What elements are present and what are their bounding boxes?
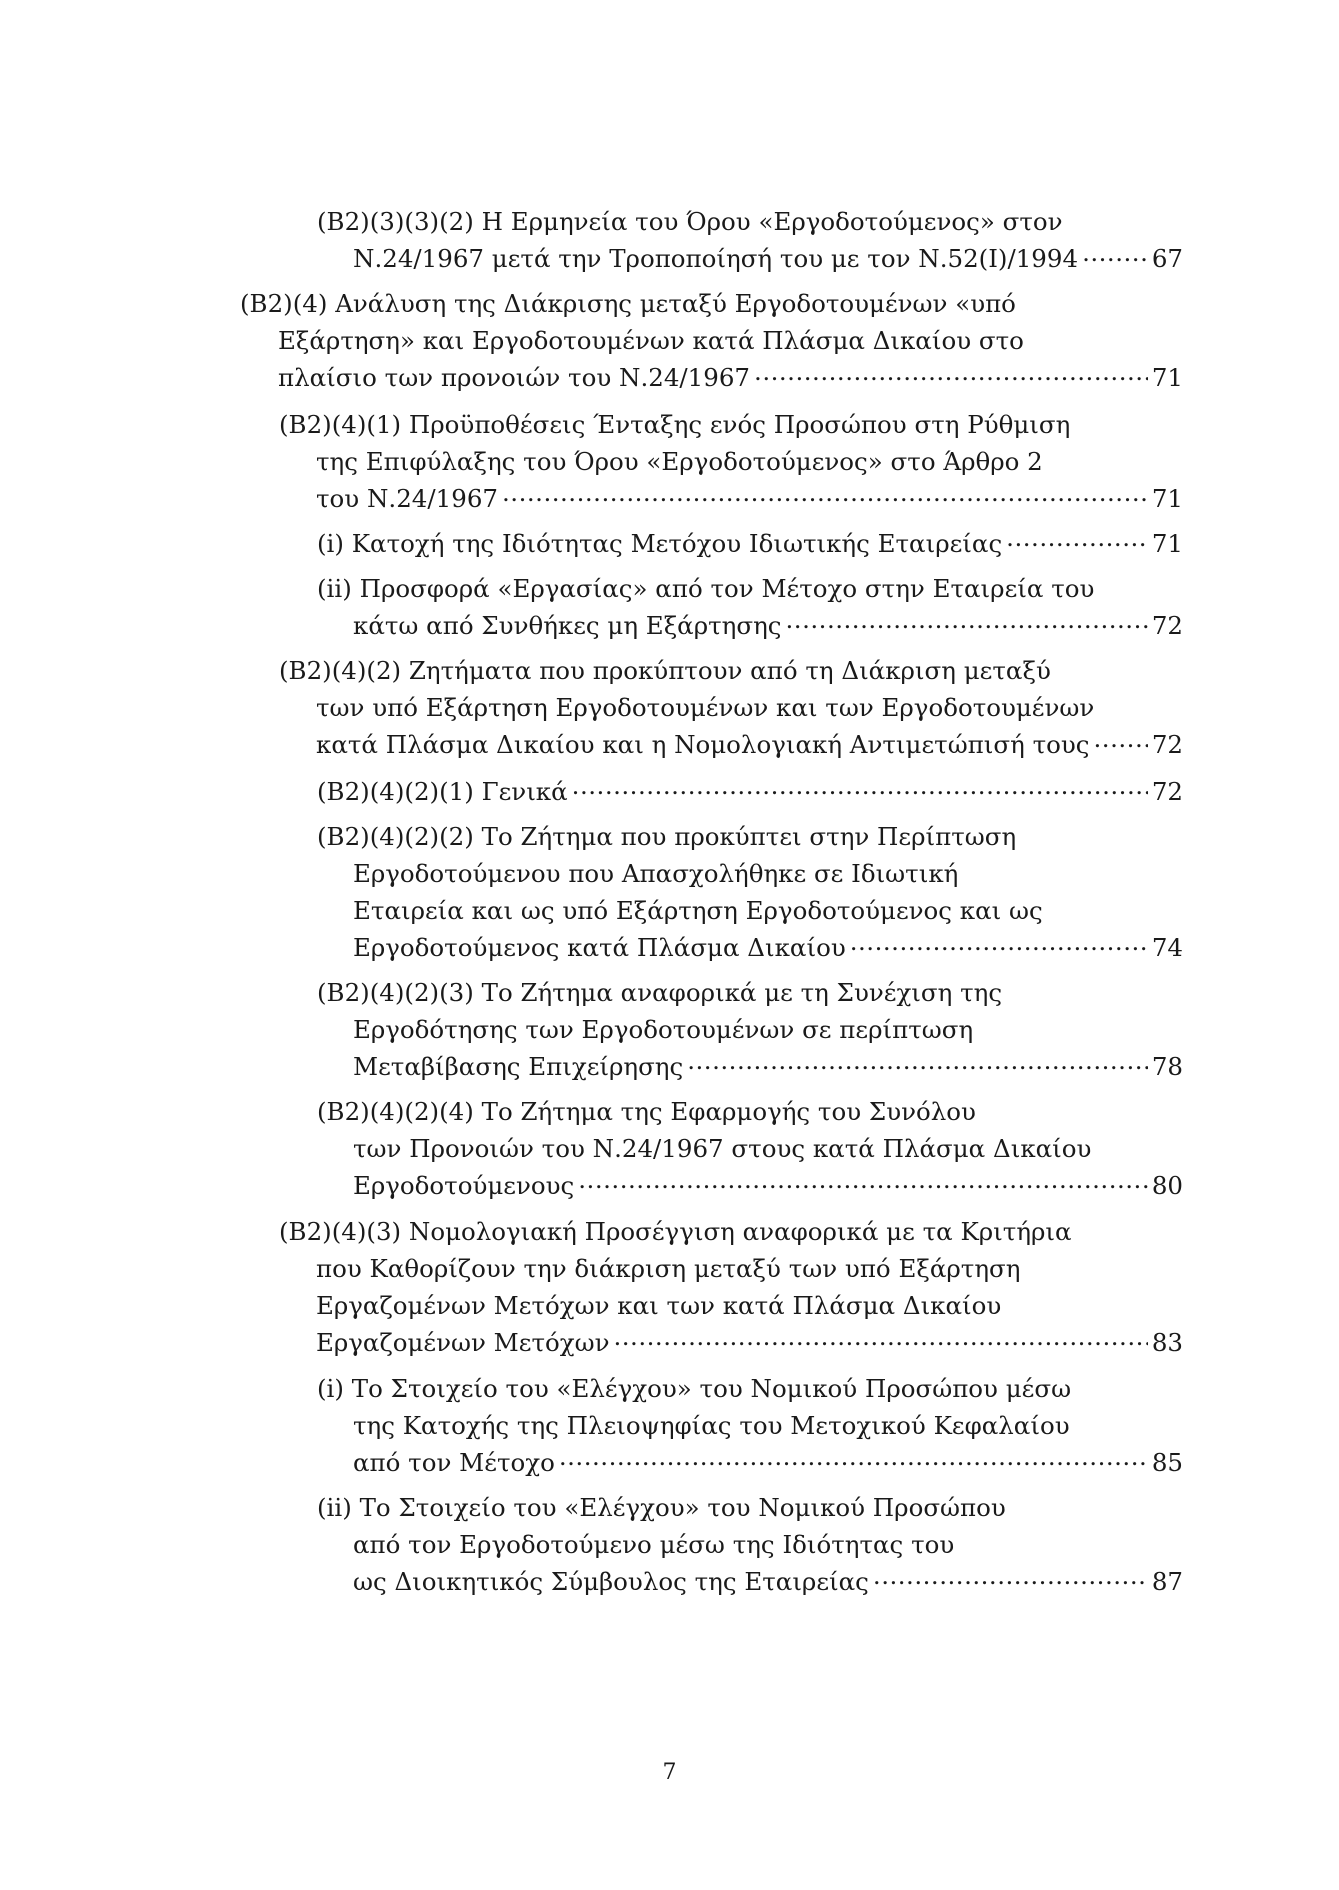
toc-entry-line	[317, 1563, 1183, 1600]
toc-entry-text: Μεταβίβασης Επιχείρησης	[353, 1052, 684, 1081]
toc-entry-line	[317, 1444, 1183, 1481]
dot-leader	[687, 1051, 1148, 1076]
toc-entry-text: Ν.24/1967 μετά την Τροποποίησή του με τον Ν.52(Ι)/1994	[353, 244, 1079, 273]
toc-page-number: 85	[1151, 1448, 1183, 1477]
toc-entry-line	[317, 1167, 1183, 1204]
toc-entry-text: Εργοδοτούμενου που Απασχολήθηκε σε Ιδιωτική	[353, 859, 959, 888]
toc-entry-text: του Ν.24/1967	[316, 484, 498, 513]
toc-entry-text: της Επιφύλαξης του Όρου «Εργοδοτούμενος» στο Άρθρο 2	[316, 447, 1043, 476]
dot-leader	[850, 932, 1148, 957]
toc-entry-text: (i) Κατοχή της Ιδιότητας Μετόχου Ιδιωτικής Εταιρείας	[317, 529, 1003, 558]
toc-entry-line	[317, 570, 1183, 607]
toc-entry	[317, 773, 1183, 810]
toc-entry-text: Εργαζομένων Μετόχων	[316, 1328, 610, 1357]
toc-entry-line	[240, 359, 1183, 396]
toc-entry-text: (ii) Το Στοιχείο του «Ελέγχου» του Νομικού Προσώπου	[317, 1493, 1006, 1522]
toc-entry-text: (Β2)(4)(2)(3) Το Ζήτημα αναφορικά με τη Συνέχιση της	[317, 978, 1003, 1007]
toc-entry-text: Εργαζομένων Μετόχων και των κατά Πλάσμα Δικαίου	[316, 1291, 1002, 1320]
toc-entry-line	[279, 480, 1183, 517]
toc-page-number: 87	[1151, 1567, 1183, 1596]
toc-entry-text: Εξάρτηση» και Εργοδοτουμένων κατά Πλάσμα Δικαίου στο	[278, 326, 1024, 355]
dot-leader	[613, 1327, 1147, 1352]
toc-entry-text: (Β2)(4) Ανάλυση της Διάκρισης μεταξύ Εργοδοτουμένων «υπό	[240, 289, 1016, 318]
toc-entry-line	[279, 1287, 1183, 1324]
toc-entry-line	[317, 1489, 1183, 1526]
toc-entry-line	[279, 406, 1183, 443]
toc-entry-text: (ii) Προσφορά «Εργασίας» από τον Μέτοχο στην Εταιρεία του	[317, 574, 1095, 603]
toc-entry-text: από τον Εργοδοτούμενο μέσω της Ιδιότητας του	[353, 1530, 955, 1559]
toc-entry-text: Εργοδοτούμενους	[353, 1171, 575, 1200]
toc-entry	[279, 652, 1183, 763]
toc-entry-line	[317, 525, 1183, 562]
toc-entry-line	[279, 1324, 1183, 1361]
toc-entry	[317, 1370, 1183, 1481]
toc-entry-text: Εταιρεία και ως υπό Εξάρτηση Εργοδοτούμενος και ως	[353, 896, 1043, 925]
toc-entry	[317, 974, 1183, 1085]
toc-entry-line	[317, 203, 1183, 240]
toc-entry-line	[317, 607, 1183, 644]
toc-entry-text: από τον Μέτοχο	[353, 1448, 555, 1477]
toc-entry-line	[317, 929, 1183, 966]
toc-entry-text: ως Διοικητικός Σύμβουλος της Εταιρείας	[353, 1567, 869, 1596]
toc-entry-line	[240, 285, 1183, 322]
toc-entry-text: (i) Το Στοιχείο του «Ελέγχου» του Νομικού Προσώπου μέσω	[317, 1374, 1072, 1403]
toc-page-number: 80	[1151, 1171, 1183, 1200]
dot-leader	[559, 1447, 1148, 1472]
toc-page-number: 78	[1151, 1052, 1183, 1081]
toc-entry-line	[317, 818, 1183, 855]
toc-entry	[317, 818, 1183, 966]
toc-entry-line	[317, 1011, 1183, 1048]
toc-page-number: 71	[1151, 529, 1183, 558]
dot-leader	[754, 362, 1148, 387]
toc-entry-line	[240, 322, 1183, 359]
toc-entry-text: των Προνοιών του Ν.24/1967 στους κατά Πλάσμα Δικαίου	[353, 1134, 1092, 1163]
toc-entry-text: (Β2)(4)(3) Νομολογιακή Προσέγγιση αναφορικά με τα Κριτήρια	[279, 1217, 1072, 1246]
toc-entry-line	[279, 726, 1183, 763]
dot-leader	[572, 776, 1148, 801]
toc-entry	[317, 1093, 1183, 1204]
toc-entry-line	[317, 240, 1183, 277]
toc-entry	[279, 1213, 1183, 1361]
toc-entry-text: κάτω από Συνθήκες μη Εξάρτησης	[353, 611, 782, 640]
toc-entry	[317, 203, 1183, 277]
toc-page-number: 72	[1151, 611, 1183, 640]
toc-entry-text: των υπό Εξάρτηση Εργοδοτουμένων και των Εργοδοτουμένων	[316, 693, 1095, 722]
toc-entry-line	[317, 1526, 1183, 1563]
toc-entry-line	[279, 652, 1183, 689]
toc-entry-line	[317, 773, 1183, 810]
toc-entry-text: Εργοδοτούμενος κατά Πλάσμα Δικαίου	[353, 933, 846, 962]
dot-leader	[1006, 528, 1148, 553]
toc-entry-line	[317, 892, 1183, 929]
toc-entry-text: πλαίσιο των προνοιών του Ν.24/1967	[278, 363, 751, 392]
toc-entry-line	[279, 443, 1183, 480]
dot-leader	[1094, 729, 1148, 754]
toc-page-number: 71	[1151, 363, 1183, 392]
toc-entry	[317, 570, 1183, 644]
toc-page-number: 71	[1151, 484, 1183, 513]
toc-entry	[317, 525, 1183, 562]
toc-entry-text: κατά Πλάσμα Δικαίου και η Νομολογιακή Αντιμετώπισή τους	[316, 730, 1090, 759]
toc-page-number: 72	[1151, 777, 1183, 806]
page-number: 7	[662, 1760, 677, 1785]
toc-entry-text: (Β2)(4)(2)(2) Το Ζήτημα που προκύπτει στην Περίπτωση	[317, 822, 1017, 851]
toc-entry-line	[279, 1250, 1183, 1287]
toc-entry-line	[317, 1130, 1183, 1167]
toc-entry-text: (Β2)(4)(1) Προϋποθέσεις Ένταξης ενός Προσώπου στη Ρύθμιση	[279, 410, 1071, 439]
toc-entry-text: (Β2)(4)(2)(1) Γενικά	[317, 777, 568, 806]
toc-entry-text: (Β2)(3)(3)(2) Η Ερμηνεία του Όρου «Εργοδοτούμενος» στον	[317, 207, 1063, 236]
toc-entry	[279, 406, 1183, 517]
toc-entry-line	[279, 689, 1183, 726]
toc-page-number: 72	[1151, 730, 1183, 759]
dot-leader	[873, 1566, 1148, 1591]
dot-leader	[502, 483, 1148, 508]
toc-page-number: 67	[1151, 244, 1183, 273]
toc-entry	[240, 285, 1183, 396]
dot-leader	[1082, 243, 1148, 268]
toc-page-number: 83	[1151, 1328, 1183, 1357]
toc-entry-line	[317, 1093, 1183, 1130]
toc-entry-text: (Β2)(4)(2)(4) Το Ζήτημα της Εφαρμογής του Συνόλου	[317, 1097, 976, 1126]
toc-entry-text: (Β2)(4)(2) Ζητήματα που προκύπτουν από τη Διάκριση μεταξύ	[279, 656, 1051, 685]
toc-entry-text: που Καθορίζουν την διάκριση μεταξύ των υπό Εξάρτηση	[316, 1254, 1021, 1283]
toc-entry-text: της Κατοχής της Πλειοψηφίας του Μετοχικού Κεφαλαίου	[353, 1411, 1070, 1440]
toc-entry	[317, 1489, 1183, 1600]
toc-entry-line	[317, 855, 1183, 892]
toc-page-number: 74	[1151, 933, 1183, 962]
toc-entry-line	[279, 1213, 1183, 1250]
dot-leader	[578, 1170, 1148, 1195]
toc-entry-line	[317, 974, 1183, 1011]
toc-entry-text: Εργοδότησης των Εργοδοτουμένων σε περίπτωση	[353, 1015, 974, 1044]
toc-entry-line	[317, 1048, 1183, 1085]
toc-entry-line	[317, 1407, 1183, 1444]
toc-entry-line	[317, 1370, 1183, 1407]
dot-leader	[786, 610, 1148, 635]
